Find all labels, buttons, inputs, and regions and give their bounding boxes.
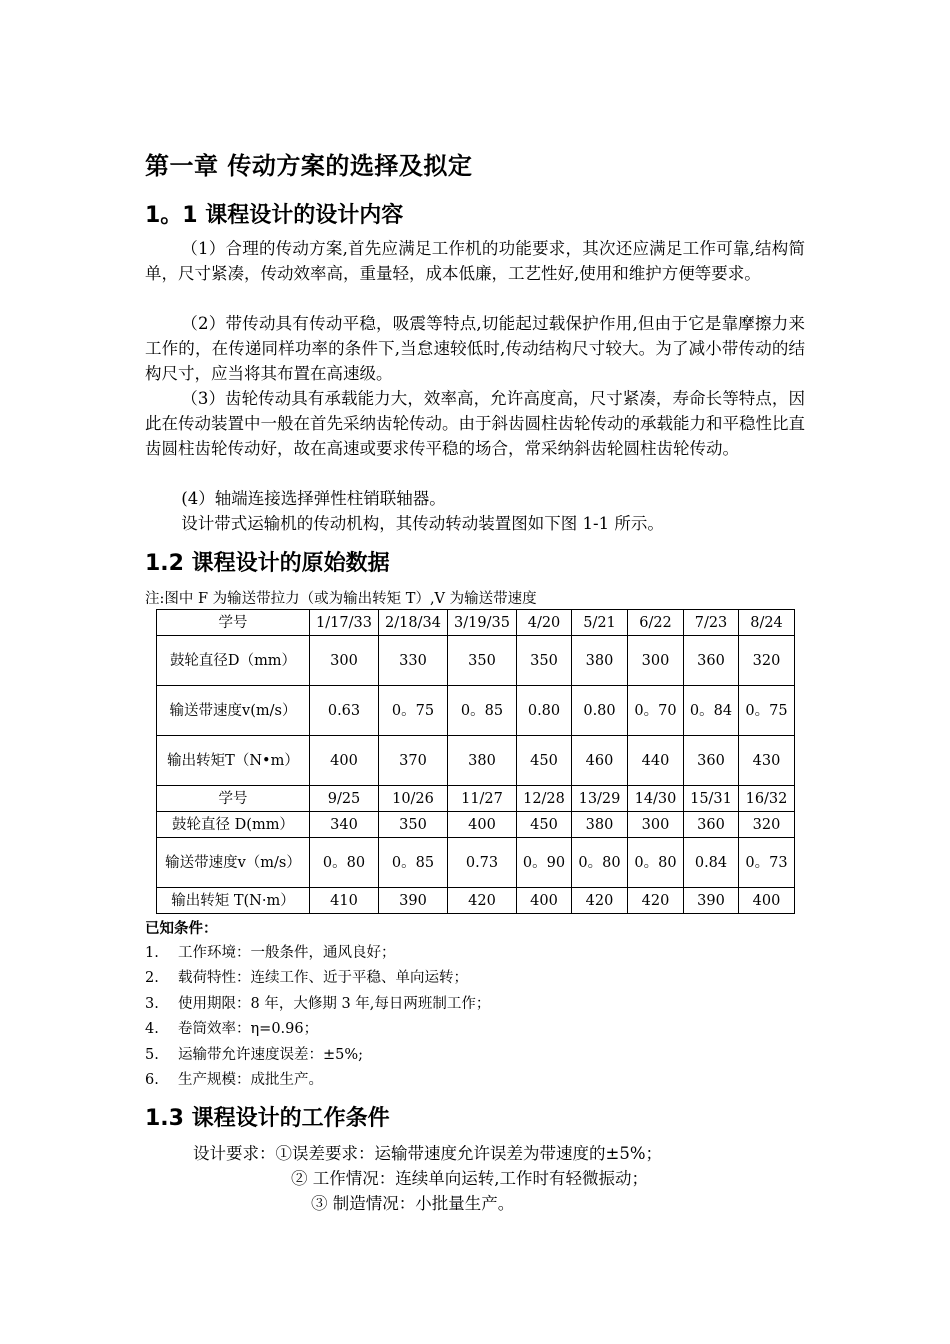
list-item-text: 运输带允许速度误差：±5%;	[178, 1046, 364, 1063]
table-cell: 0。80	[310, 838, 379, 888]
table-cell: 15/31	[684, 786, 739, 812]
table-cell: 11/27	[448, 786, 517, 812]
table-cell: 0。80	[628, 838, 684, 888]
row-header-cell: 学号	[157, 786, 310, 812]
table-cell: 420	[628, 888, 684, 914]
table-cell: 12/28	[517, 786, 572, 812]
table-row	[157, 736, 795, 786]
paragraph-4: (4）轴端连接选择弹性柱销联轴器。	[181, 489, 446, 508]
paragraph-5: 设计带式运输机的传动机构，其传动转动装置图如下图 1-1 所示。	[181, 514, 664, 533]
table-cell: 7/23	[684, 610, 739, 636]
table-cell: 400	[739, 888, 795, 914]
table-cell: 14/30	[628, 786, 684, 812]
table-row	[157, 636, 795, 686]
table-cell: 13/29	[572, 786, 628, 812]
table-cell: 5/21	[572, 610, 628, 636]
list-item-text: 使用期限：8 年，大修期 3 年,每日两班制工作；	[178, 995, 491, 1012]
table-cell: 0。85	[379, 838, 448, 888]
table-cell: 360	[684, 636, 739, 686]
table-row	[157, 812, 795, 838]
list-item-number: 2.	[145, 970, 159, 987]
table-cell: 350	[517, 636, 572, 686]
row-header-cell: 学号	[157, 610, 310, 636]
row-header-cell: 输出转矩T（N•m）	[157, 736, 310, 786]
list-item-text: 载荷特性：连续工作、近于平稳、单向运转；	[178, 970, 468, 987]
list-item-number: 5.	[145, 1046, 159, 1063]
table-cell: 3/19/35	[448, 610, 517, 636]
table-cell: 2/18/34	[379, 610, 448, 636]
table-cell: 0。80	[572, 838, 628, 888]
row-header-cell: 鼓轮直径D（mm）	[157, 636, 310, 686]
table-cell: 1/17/33	[310, 610, 379, 636]
table-cell: 360	[684, 812, 739, 838]
list-item-number: 1.	[145, 945, 159, 961]
list-item-text: 工作环境：一般条件，通风良好；	[178, 945, 396, 961]
table-row	[157, 888, 795, 914]
table-cell: 0。90	[517, 838, 572, 888]
section-1-2-title: 1.2 课程设计的原始数据	[145, 551, 390, 576]
paragraph-2: （2）带传动具有传动平稳，吸震等特点,切能起过载保护作用,但由于它是靠摩擦力来工作的，在传递同样功率的条件下,当怠速较低时,传动结构尺寸较大。为了减小带传动的结构尺寸，应当将其布置在高速级。	[145, 314, 805, 383]
list-item	[145, 1043, 490, 1068]
table-row	[157, 838, 795, 888]
known-conditions-list	[145, 941, 490, 1093]
list-item	[145, 992, 490, 1017]
table-cell: 0。85	[448, 686, 517, 736]
known-conditions-title: 已知条件：	[145, 921, 218, 937]
table-cell: 300	[628, 636, 684, 686]
table-cell: 0。70	[628, 686, 684, 736]
paragraph-1: （1）合理的传动方案,首先应满足工作机的功能要求，其次还应满足工作可靠,结构简单，尺寸紧凑，传动效率高，重量轻，成本低廉，工艺性好,使用和维护方便等要求。	[145, 239, 805, 283]
parameter-table	[156, 609, 795, 914]
table-cell: 400	[310, 736, 379, 786]
table-cell: 340	[310, 812, 379, 838]
table-cell: 360	[684, 736, 739, 786]
table-cell: 0.73	[448, 838, 517, 888]
list-item-text: 卷筒效率：η=0.96；	[178, 1021, 319, 1038]
table-cell: 380	[448, 736, 517, 786]
requirement-3: ③ 制造情况：小批量生产。	[311, 1194, 515, 1213]
table-cell: 320	[739, 812, 795, 838]
row-header-cell: 输送带速度v（m/s）	[157, 838, 310, 888]
table-cell: 0.84	[684, 838, 739, 888]
list-item	[145, 1068, 490, 1093]
row-header-cell: 输送带速度v(m/s）	[157, 686, 310, 736]
row-header-cell: 鼓轮直径 D(mm）	[157, 812, 310, 838]
table-cell: 350	[448, 636, 517, 686]
table-cell: 300	[310, 636, 379, 686]
list-item-number: 4.	[145, 1021, 159, 1038]
list-item	[145, 941, 490, 966]
requirement-2: ② 工作情况：连续单向运转,工作时有轻微振动；	[291, 1169, 648, 1188]
table-cell: 420	[572, 888, 628, 914]
table-cell: 400	[517, 888, 572, 914]
table-cell: 0。75	[379, 686, 448, 736]
table-cell: 0.80	[517, 686, 572, 736]
list-item-number: 3.	[145, 995, 159, 1012]
table-cell: 430	[739, 736, 795, 786]
section-1-1-title: 1。1 课程设计的设计内容	[145, 203, 404, 228]
table-cell: 370	[379, 736, 448, 786]
table-cell: 0。73	[739, 838, 795, 888]
table-cell: 320	[739, 636, 795, 686]
table-row	[157, 610, 795, 636]
table-note: 注:图中 F 为输送带拉力（或为输出转矩 T）,V 为输送带速度	[145, 591, 537, 607]
table-cell: 330	[379, 636, 448, 686]
table-cell: 4/20	[517, 610, 572, 636]
row-header-cell: 输出转矩 T(N·m）	[157, 888, 310, 914]
table-cell: 350	[379, 812, 448, 838]
table-cell: 9/25	[310, 786, 379, 812]
table-cell: 0.80	[572, 686, 628, 736]
table-cell: 380	[572, 812, 628, 838]
table-cell: 410	[310, 888, 379, 914]
table-row	[157, 786, 795, 812]
table-cell: 440	[628, 736, 684, 786]
table-cell: 16/32	[739, 786, 795, 812]
table-cell: 390	[379, 888, 448, 914]
requirement-1: 设计要求：①误差要求：运输带速度允许误差为带速度的±5%；	[193, 1144, 663, 1163]
table-cell: 380	[572, 636, 628, 686]
table-cell: 0。75	[739, 686, 795, 736]
table-cell: 0.63	[310, 686, 379, 736]
table-row	[157, 686, 795, 736]
table-cell: 6/22	[628, 610, 684, 636]
section-1-3-title: 1.3 课程设计的工作条件	[145, 1106, 390, 1131]
table-cell: 10/26	[379, 786, 448, 812]
paragraph-3: （3）齿轮传动具有承载能力大，效率高，允许高度高，尺寸紧凑，寿命长等特点，因此在传动装置中一般在首先采纳齿轮传动。由于斜齿圆柱齿轮传动的承载能力和平稳性比直齿圆柱齿轮传动好，故在高速或要求传平稳的场合，常采纳斜齿轮圆柱齿轮传动。	[145, 389, 805, 458]
chapter-title: 第一章 传动方案的选择及拟定	[145, 152, 473, 180]
list-item	[145, 966, 490, 991]
table-cell: 400	[448, 812, 517, 838]
table-cell: 0。84	[684, 686, 739, 736]
list-item	[145, 1017, 490, 1042]
table-cell: 8/24	[739, 610, 795, 636]
table-cell: 450	[517, 736, 572, 786]
table-cell: 460	[572, 736, 628, 786]
table-cell: 450	[517, 812, 572, 838]
table-cell: 300	[628, 812, 684, 838]
table-cell: 390	[684, 888, 739, 914]
list-item-number: 6.	[145, 1071, 159, 1088]
table-cell: 420	[448, 888, 517, 914]
list-item-text: 生产规模：成批生产。	[178, 1071, 323, 1088]
